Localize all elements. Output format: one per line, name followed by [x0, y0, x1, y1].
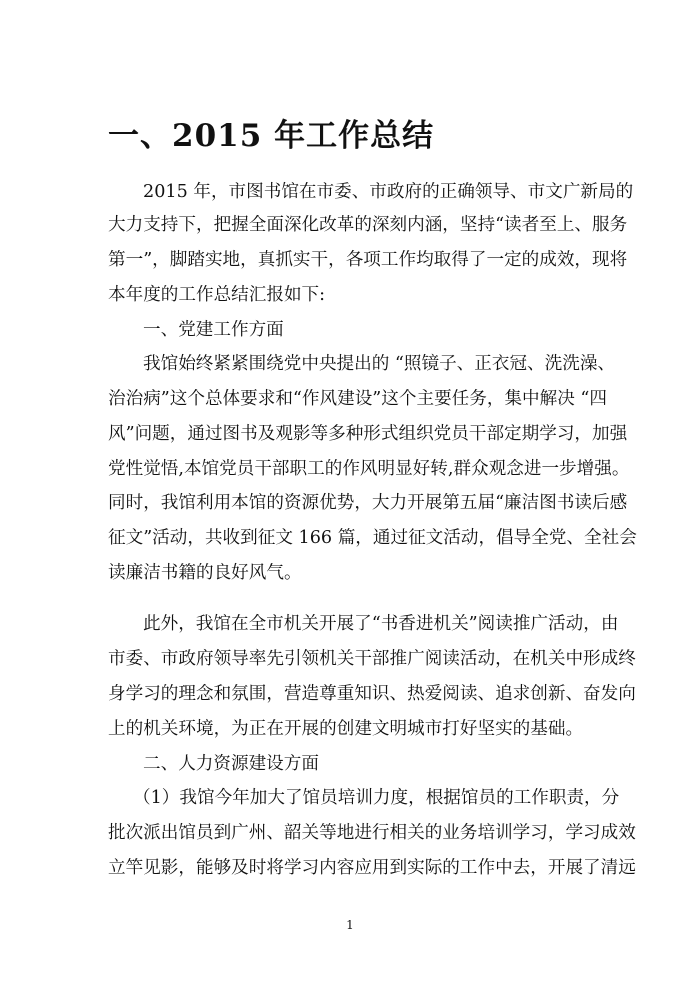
- paragraph-line: 党性觉悟,本馆党员干部职工的作风明显好转,群众观念进一步增强。: [108, 459, 630, 479]
- paragraph-line: 2015 年，市图书馆在市委、市政府的正确领导、市文广新局的: [143, 182, 634, 202]
- subsection-title: 二、人力资源建设方面: [143, 754, 319, 774]
- paragraph-line: 批次派出馆员到广州、韶关等地进行相关的业务培训学习，学习成效: [108, 823, 636, 843]
- page-number: 1: [346, 918, 354, 932]
- paragraph-line: 征文”活动，共收到征文 166 篇，通过征文活动，倡导全党、全社会: [108, 528, 637, 548]
- paragraph-line: 市委、市政府领导率先引领机关干部推广阅读活动，在机关中形成终: [108, 649, 636, 669]
- subsection-title: 一、党建工作方面: [143, 320, 284, 340]
- paragraph-line: 第一”，脚踏实地，真抓实干，各项工作均取得了一定的成效，现将: [108, 250, 628, 270]
- paragraph-line: 此外，我馆在全市机关开展了“书香进机关”阅读推广活动，由: [143, 614, 619, 634]
- paragraph-line: 大力支持下，把握全面深化改革的深刻内涵，坚持“读者至上、服务: [108, 215, 628, 235]
- paragraph-line: 身学习的理念和氛围，营造尊重知识、热爱阅读、追求创新、奋发向: [108, 684, 636, 704]
- paragraph-line: 同时，我馆利用本馆的资源优势，大力开展第五届“廉洁图书读后感: [108, 493, 628, 513]
- paragraph-line: 读廉洁书籍的良好风气。: [108, 563, 302, 583]
- paragraph-line: 上的机关环境，为正在开展的创建文明城市打好坚实的基础。: [108, 719, 584, 739]
- paragraph-line: 本年度的工作总结汇报如下:: [108, 285, 326, 305]
- paragraph-line: 治治病”这个总体要求和“作风建设”这个主要任务，集中解决 “四: [108, 389, 608, 409]
- paragraph-line: 立竿见影，能够及时将学习内容应用到实际的工作中去，开展了清远: [108, 858, 636, 878]
- section-heading: 一、2015 年工作总结: [108, 118, 435, 154]
- paragraph-line: 我馆始终紧紧围绕党中央提出的 “照镜子、正衣冠、洗洗澡、: [143, 354, 616, 374]
- paragraph-line: （1）我馆今年加大了馆员培训力度，根据馆员的工作职责，分: [133, 788, 620, 808]
- paragraph-line: 风”问题，通过图书及观影等多种形式组织党员干部定期学习，加强: [108, 424, 628, 444]
